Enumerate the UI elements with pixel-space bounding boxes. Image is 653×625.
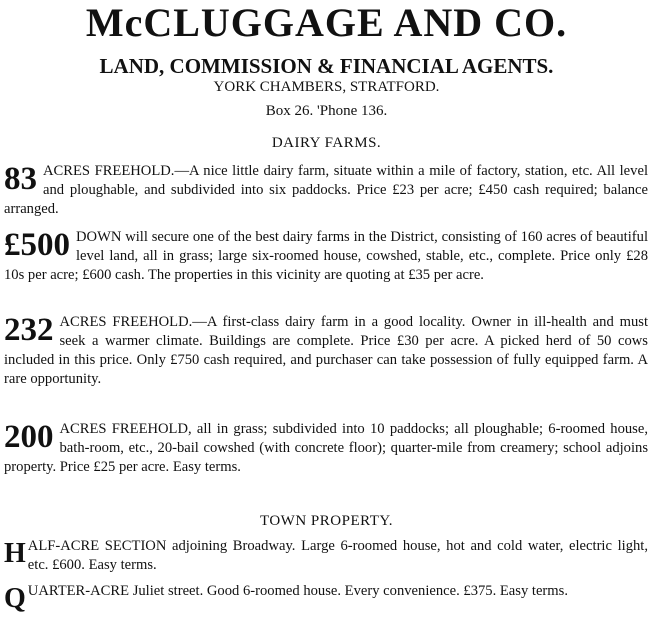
section-heading-town-property: TOWN PROPERTY. bbox=[259, 513, 394, 529]
listing-drop-cap: H bbox=[4, 538, 26, 569]
listing-232-acres bbox=[4, 313, 648, 389]
listing-half-acre-section bbox=[4, 537, 648, 575]
listing-text: ACRES FREEHOLD, all in grass; subdivided into 10 paddocks; all ploughable; 6-roomed house, bath-room, etc., 20-bail cowshed (with concrete floor); quarter-mile from creamery; school adjoins property. Price £25 per acre. Easy terms. bbox=[4, 421, 648, 475]
firm-tagline: LAND, COMMISSION & FINANCIAL AGENTS. bbox=[99, 54, 554, 78]
listing-text: ACRES FREEHOLD.—A nice little dairy farm, situate within a mile of factory, station, etc. All level and ploughable, and subdivided into six paddocks. Price £23 per acre; £450 cash required; balance arranged. bbox=[4, 163, 648, 217]
firm-name: McCLUGGAGE AND CO. bbox=[85, 0, 568, 45]
listing-text: ALF-ACRE SECTION adjoining Broadway. Large 6-roomed house, hot and cold water, electric light, etc. £600. Easy terms. bbox=[27, 538, 648, 573]
section-heading-dairy-farms: DAIRY FARMS. bbox=[271, 135, 382, 151]
firm-address: YORK CHAMBERS, STRATFORD. bbox=[213, 79, 440, 95]
listing-lead-number: £500 bbox=[4, 228, 70, 263]
listing-83-acres bbox=[4, 162, 648, 219]
listing-lead-number: 200 bbox=[4, 420, 54, 455]
listing-drop-cap: Q bbox=[4, 583, 26, 614]
listing-500-down bbox=[4, 228, 648, 285]
firm-contact: Box 26. 'Phone 136. bbox=[265, 103, 388, 119]
listing-quarter-acre bbox=[4, 582, 648, 614]
listing-text: DOWN will secure one of the best dairy farms in the District, consisting of 160 acres of beautiful level land, all in grass; large six-roomed house, cowshed, stable, etc., complete. Price only £28 10s per acre; £600 cash. The properties in this vicinity are quoting at £35 per acre. bbox=[4, 229, 648, 283]
listing-text: UARTER-ACRE Juliet street. Good 6-roomed house. Every convenience. £375. Easy terms. bbox=[27, 583, 568, 599]
listing-text: ACRES FREEHOLD.—A first-class dairy farm in a good locality. Owner in ill-health and must seek a warmer climate. Buildings are complete. Price £30 per acre. A picked herd of 50 cows included in this price. Only £750 cash required, and purchaser can take possession of fully equipped farm. A rare opportunity. bbox=[4, 314, 648, 387]
listing-lead-number: 232 bbox=[4, 313, 54, 348]
listing-200-acres bbox=[4, 420, 648, 477]
listing-lead-number: 83 bbox=[4, 162, 37, 197]
